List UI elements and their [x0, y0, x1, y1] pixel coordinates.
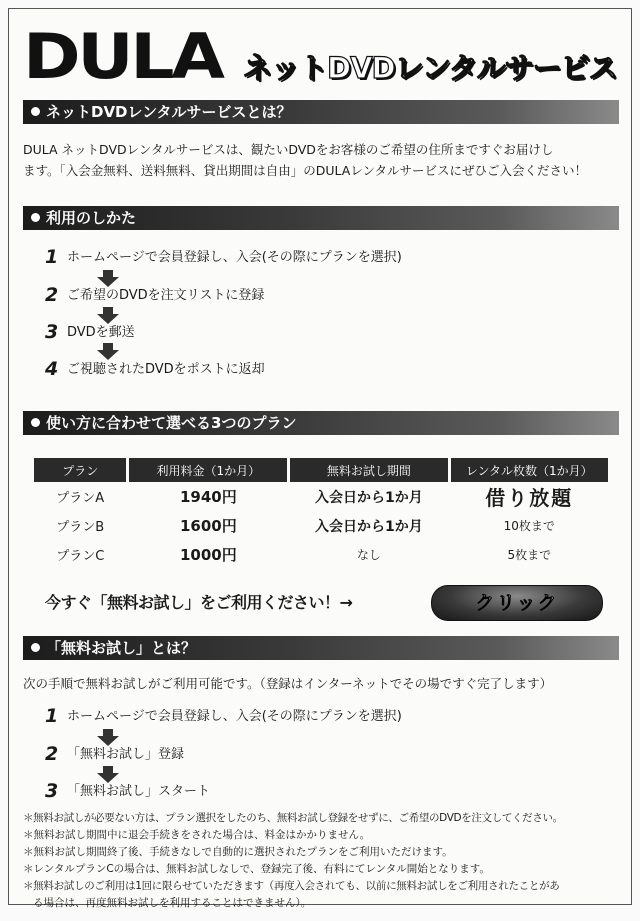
step-number: 2	[45, 743, 59, 765]
about-line-1: DULA ネットDVDレンタルサービスは、観たいDVDをお客様のご希望の住所まですぐお届けし	[23, 142, 554, 157]
plan-trial: 入会日から1か月	[315, 518, 423, 535]
section-about-bar	[23, 100, 619, 124]
section-trial-title: 「無料お試し」とは？	[46, 639, 197, 657]
dula-logo: DULA	[23, 20, 222, 93]
table-row	[34, 482, 608, 511]
plan-name: プランB	[56, 520, 105, 535]
usage-step-4	[45, 359, 265, 380]
step-text: ホームページで会員登録し、入会(その際にプランを選択)	[67, 709, 402, 724]
header	[23, 20, 623, 93]
plan-trial: 入会日から1か月	[315, 489, 423, 506]
step-number: 4	[45, 358, 59, 380]
step-number: 1	[45, 246, 59, 268]
section-plans-bar	[23, 411, 619, 435]
note-item: ＊レンタルプランCの場合は、無料お試しなしで、登録完了後、有料にてレンタル開始となります。	[23, 863, 490, 875]
note-item: ＊無料お試しが必要ない方は、プラン選択をしたのち、無料お試し登録をせずに、ご希望のDVDを注文してください。	[23, 812, 563, 824]
plan-name: プランC	[56, 549, 105, 564]
usage-step-1	[45, 247, 402, 268]
bullet-icon	[31, 418, 40, 427]
usage-step-3	[45, 322, 135, 343]
plan-rental: 借り放題	[485, 486, 574, 510]
step-text: ご希望のDVDを注文リストに登録	[67, 288, 265, 303]
header-rental-count: レンタル枚数（1か月）	[451, 458, 608, 482]
step-number: 3	[45, 321, 59, 343]
plan-fee: 1600円	[180, 517, 237, 535]
header-trial-period: 無料お試し期間	[290, 458, 447, 482]
step-text: DVDを郵送	[67, 325, 135, 340]
trial-intro: 次の手順で無料お試しがご利用可能です。（登録はインターネットでその場ですぐ完了します）	[23, 676, 553, 691]
about-line-2: ます。「入会金無料、送料無料、貸出期間は自由」のDULAレンタルサービスにぜひご入会ください！	[23, 163, 588, 178]
bullet-icon	[31, 213, 40, 222]
trial-step-1	[45, 706, 402, 727]
note-item-continued: る場合は、再度無料お試しを利用することはできません）。	[33, 897, 312, 909]
trial-step-2	[45, 744, 184, 765]
step-text: 「無料お試し」登録	[67, 747, 185, 762]
step-text: ホームページで会員登録し、入会(その際にプランを選択)	[67, 250, 402, 265]
trial-step-3	[45, 781, 210, 802]
plan-name: プランA	[56, 491, 105, 506]
free-trial-cta-text: 今すぐ「無料お試し」をご利用ください！→	[45, 593, 353, 612]
section-plans-title: 使い方に合わせて選べる3つのプラン	[46, 414, 297, 432]
click-button[interactable]: クリック	[431, 585, 603, 621]
plan-fee: 1940円	[180, 488, 237, 506]
table-header-row	[34, 458, 608, 482]
step-number: 1	[45, 705, 59, 727]
section-usage-title: 利用のしかた	[46, 209, 137, 227]
note-item: ＊無料お試し期間中に退会手続きをされた場合は、料金はかかりません。	[23, 829, 371, 841]
header-plan: プラン	[34, 458, 126, 482]
plan-rental: 5枚まで	[507, 548, 552, 562]
header-fee: 利用料金（1か月）	[129, 458, 287, 482]
trial-notes	[23, 810, 623, 912]
section-usage-bar	[23, 206, 619, 230]
usage-step-2	[45, 285, 264, 306]
step-text: 「無料お試し」スタート	[67, 784, 211, 799]
step-number: 3	[45, 780, 59, 802]
service-subtitle: ネットDVDレンタルサービス	[243, 51, 617, 85]
note-item: ＊無料お試しのご利用は1回に限らせていただきます（再度入会されても、以前に無料お試しをご利用されたことがあ	[23, 880, 560, 892]
note-item: ＊無料お試し期間終了後、手続きなしで自動的に選択されたプランをご利用いただけます。	[23, 846, 453, 858]
step-number: 2	[45, 284, 59, 306]
section-about-title: ネットDVDレンタルサービスとは？	[46, 103, 292, 121]
plan-rental: 10枚まで	[503, 519, 555, 533]
plan-fee: 1000円	[180, 546, 237, 564]
table-row	[34, 540, 608, 569]
table-row	[34, 511, 608, 540]
plans-table	[31, 458, 611, 569]
bullet-icon	[31, 643, 40, 652]
section-trial-bar	[23, 636, 619, 660]
bullet-icon	[31, 107, 40, 116]
step-text: ご視聴されたDVDをポストに返却	[67, 362, 265, 377]
flyer-page	[8, 8, 632, 909]
plan-trial: なし	[356, 548, 381, 562]
